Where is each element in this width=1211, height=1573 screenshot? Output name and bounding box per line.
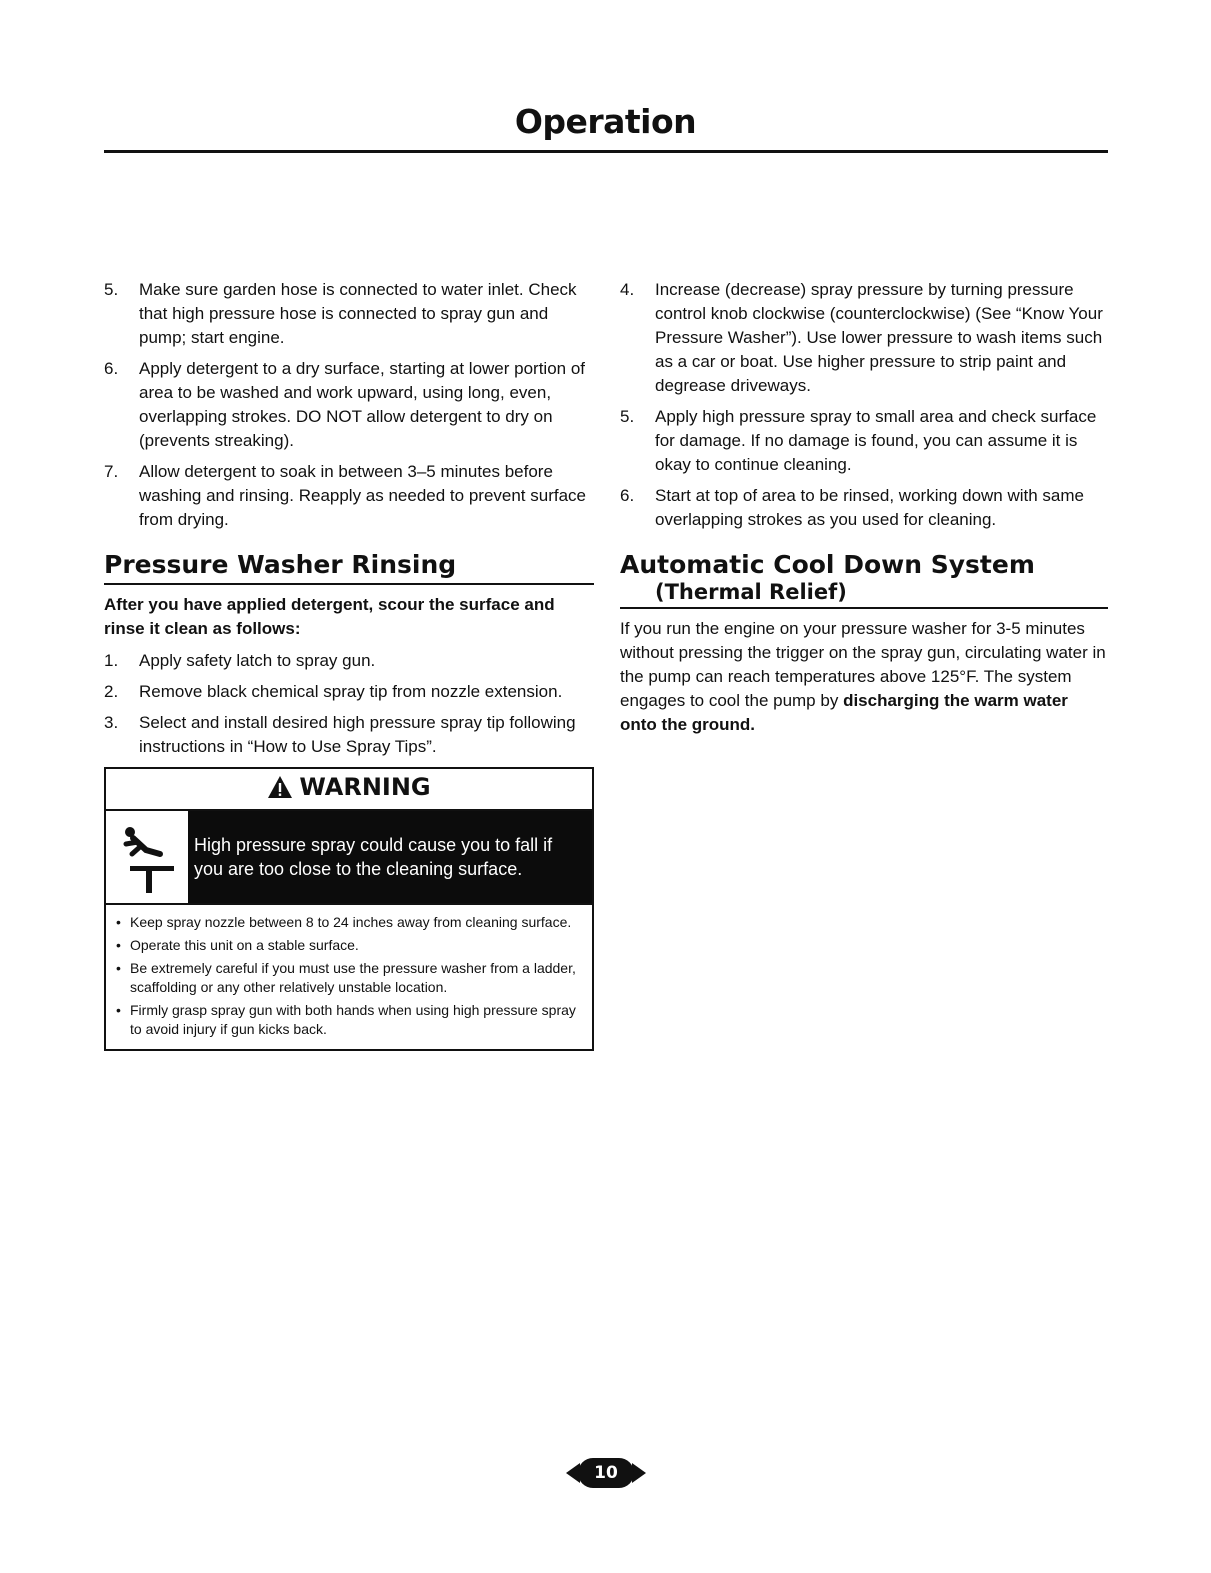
- page-number-badge: [566, 1457, 646, 1489]
- list-item: [620, 278, 1108, 398]
- list-item: [104, 649, 594, 673]
- list-item: [104, 357, 594, 453]
- warning-bullets: [106, 905, 592, 1049]
- washing-steps-list: [104, 278, 594, 532]
- warning-box: [104, 767, 594, 1051]
- step-number: 7.: [104, 462, 119, 481]
- step-text: Apply high pressure spray to small area and check surface for damage. If no damage is found, you can assume it is okay to continue cleaning.: [655, 407, 1097, 474]
- step-number: 1.: [104, 651, 119, 670]
- page-title: Operation: [514, 102, 697, 141]
- step-number: 6.: [104, 359, 119, 378]
- warning-header: [106, 769, 592, 811]
- rinsing-steps-continued: [620, 278, 1108, 532]
- fall-hazard-icon: [106, 811, 188, 903]
- hazard-text: High pressure spray could cause you to fall if you are too close to the cleaning surface.: [188, 811, 592, 903]
- list-item: [620, 484, 1108, 532]
- step-text: Apply safety latch to spray gun.: [139, 651, 376, 670]
- step-text: Apply detergent to a dry surface, starting at lower portion of area to be washed and work upward, using long, even, overlapping strokes. DO NOT allow detergent to dry on (prevents streaking).: [139, 359, 586, 450]
- warning-bullet: • Be extremely careful if you must use the pressure washer from a ladder, scaffolding or any other relatively unstable location.: [112, 959, 586, 997]
- step-number: 5.: [104, 280, 119, 299]
- cooldown-body: If you run the engine on your pressure washer for 3-5 minutes without pressing the trigger on the spray gun, circulating water in the pump can reach temperatures above 125°F. The system engages to cool the pump by: [620, 619, 1106, 710]
- cooldown-subtitle: (Thermal Relief): [655, 580, 847, 604]
- rinsing-steps-list: [104, 649, 594, 759]
- left-column: [104, 278, 594, 1051]
- right-column: [620, 278, 1108, 737]
- step-text: Allow detergent to soak in between 3–5 minutes before washing and rinsing. Reapply as needed to prevent surface from drying.: [139, 462, 587, 529]
- cooldown-heading: [620, 550, 1108, 609]
- step-text: Select and install desired high pressure spray tip following instructions in “How to Use Spray Tips”.: [139, 713, 576, 756]
- step-text: Start at top of area to be rinsed, working down with same overlapping strokes as you used for cleaning.: [655, 486, 1085, 529]
- step-text: Make sure garden hose is connected to water inlet. Check that high pressure hose is connected to spray gun and pump; start engine.: [139, 280, 577, 347]
- list-item: [620, 405, 1108, 477]
- step-number: 5.: [620, 407, 635, 426]
- hazard-row: [106, 811, 592, 905]
- list-item: [104, 711, 594, 759]
- step-number: 4.: [620, 280, 635, 299]
- step-number: 3.: [104, 713, 119, 732]
- warning-bullet: • Firmly grasp spray gun with both hands when using high pressure spray to avoid injury if gun kicks back.: [112, 1001, 586, 1039]
- cooldown-text: [620, 617, 1108, 737]
- rinsing-heading: Pressure Washer Rinsing: [104, 550, 594, 585]
- page-number: 10: [594, 1463, 618, 1483]
- warning-title: WARNING: [299, 773, 431, 801]
- list-item: [104, 680, 594, 704]
- rinsing-intro: After you have applied detergent, scour the surface and rinse it clean as follows:: [104, 595, 555, 638]
- title-rule: [104, 150, 1108, 153]
- step-text: Increase (decrease) spray pressure by turning pressure control knob clockwise (counterclockwise) (See “Know Your Pressure Washer”). Use lower pressure to wash items such as a car or boat. Use higher pressure to strip paint and degrease driveways.: [655, 280, 1103, 395]
- step-number: 2.: [104, 682, 119, 701]
- cooldown-emphasis: discharging the warm water onto the ground.: [620, 691, 1068, 734]
- cooldown-title: Automatic Cool Down System: [620, 550, 1035, 579]
- list-item: [104, 460, 594, 532]
- step-number: 6.: [620, 486, 635, 505]
- warning-triangle-icon: [267, 773, 293, 809]
- warning-bullet: • Operate this unit on a stable surface.: [112, 936, 586, 955]
- list-item: [104, 278, 594, 350]
- step-text: Remove black chemical spray tip from nozzle extension.: [139, 682, 563, 701]
- warning-bullet: • Keep spray nozzle between 8 to 24 inches away from cleaning surface.: [112, 913, 586, 932]
